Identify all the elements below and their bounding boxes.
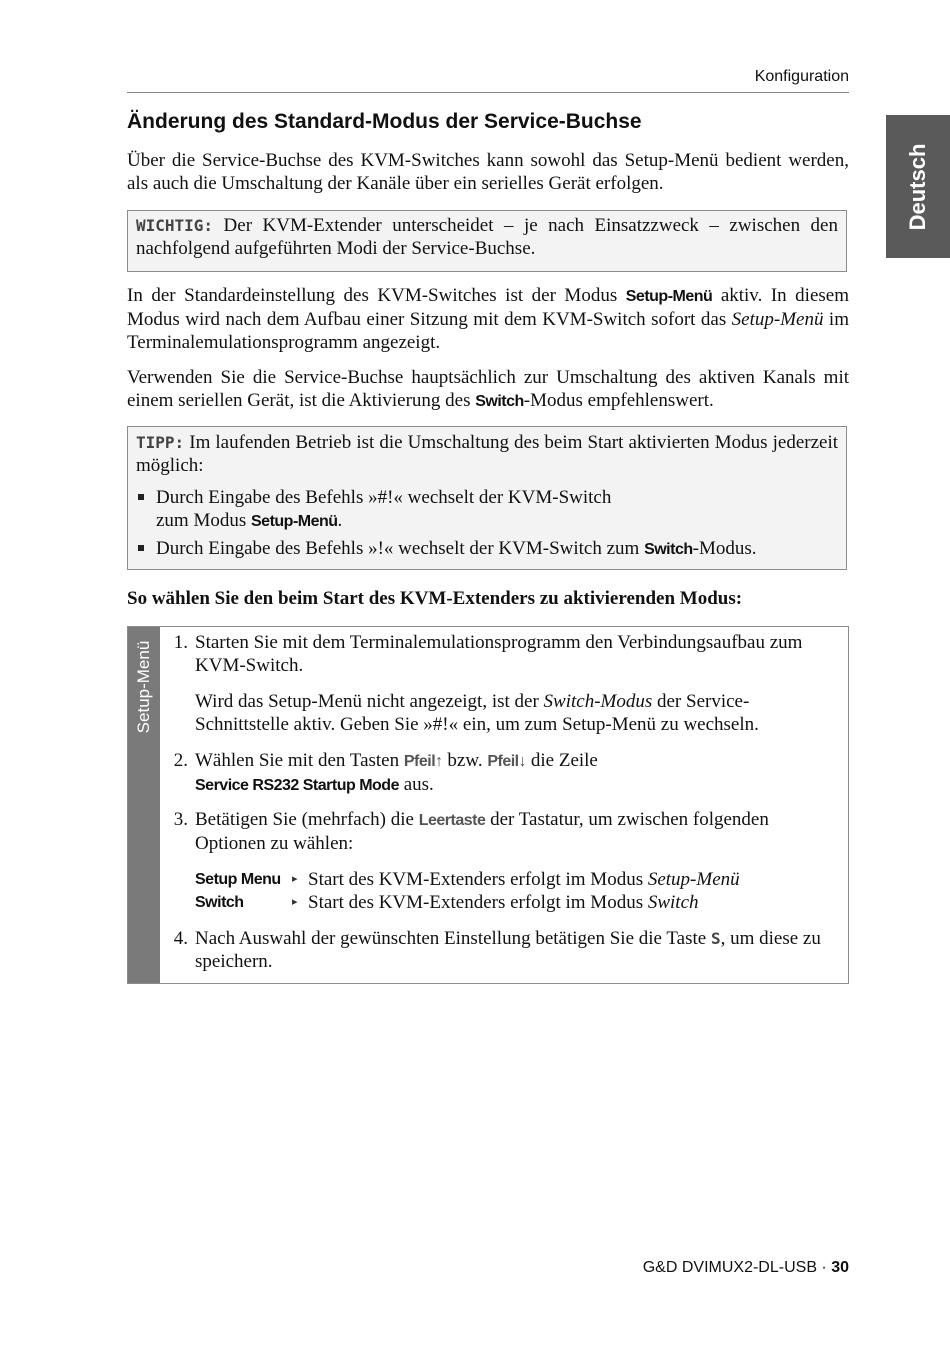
important-note (127, 210, 847, 272)
menu-item-name: Service RS232 Startup Mode (195, 777, 399, 794)
mode-switch: Switch (475, 393, 524, 410)
step-text: Nach Auswahl der gewünschten Einstellung betätigen Sie die Taste S, um diese zu speichern. (195, 928, 821, 972)
tip-text: TIPP: Im laufenden Betrieb ist die Umschaltung des beim Start aktivierten Modus jederzeit möglich: (136, 432, 838, 476)
step-number: 3. (173, 809, 188, 830)
option-desc: Start des KVM-Extenders erfolgt im Modus Setup-Menü (308, 869, 740, 890)
default-mode-paragraph: In der Standardeinstellung des KVM-Switches ist der Modus Setup-Menü aktiv. In diesem Modus wird nach dem Aufbau einer Sitzung mit dem KVM-Switch sofort das Setup-Menü im Terminalemulationsprogramm angezeigt. (127, 285, 849, 353)
page-footer (643, 1259, 849, 1277)
option-name: Setup Menu (195, 871, 281, 888)
steps-side-label: Setup-Menü (134, 640, 153, 734)
tip-label: TIPP: (136, 433, 185, 452)
step-text: Starten Sie mit dem Terminalemulationsprogramm den Verbindungsaufbau zum KVM-Switch. (195, 632, 803, 676)
option-name: Switch (195, 894, 244, 911)
step-number: 1. (173, 632, 188, 653)
step-text: Wählen Sie mit den Tasten Pfeil↑ bzw. Pfeil↓ die Zeile Service RS232 Startup Mode aus. (195, 750, 598, 795)
key-space: Leertaste (418, 812, 486, 829)
steps-heading: So wählen Sie den beim Start des KVM-Extenders zu aktivierenden Modus: (127, 588, 743, 609)
step-text: Betätigen Sie (mehrfach) die Leertaste der Tastatur, um zwischen folgenden Optionen zu wählen: (195, 809, 769, 854)
step-note: Wird das Setup-Menü nicht angezeigt, ist der Switch-Modus der Service-Schnittstelle aktiv. Geben Sie »#!« ein, um zum Setup-Menü zu wechseln. (195, 691, 759, 735)
tip-note (127, 426, 847, 570)
switch-mode-paragraph: Verwenden Sie die Service-Buchse hauptsächlich zur Umschaltung des aktiven Kanals mit einem seriellen Gerät, ist die Aktivierung des Switch-Modus empfehlenswert. (127, 367, 849, 411)
step-item (168, 927, 838, 973)
bullet-square-icon (138, 545, 144, 551)
key-arrow-down: Pfeil↓ (487, 753, 527, 770)
option-desc: Start des KVM-Extenders erfolgt im Modus Switch (308, 892, 699, 913)
option-row (195, 868, 838, 891)
mode-setup-menu: Setup-Menü (625, 288, 713, 305)
section-title: Änderung des Standard-Modus der Service-Buchse (127, 110, 642, 133)
triangle-right-icon: ▸ (292, 873, 298, 885)
running-header (127, 66, 849, 93)
key-s: S (710, 929, 721, 948)
key-arrow-up: Pfeil↑ (403, 753, 443, 770)
language-tab (886, 115, 950, 258)
steps-side-bar (128, 627, 160, 983)
options-list (195, 868, 838, 914)
tip-bullet: Durch Eingabe des Befehls »!« wechselt der KVM-Switch zum Switch-Modus. (128, 537, 846, 561)
tip-bullet: Durch Eingabe des Befehls »#!« wechselt der KVM-Switch zum Modus Setup-Menü. (128, 486, 846, 533)
language-tab-label: Deutsch (905, 143, 930, 230)
step-number: 4. (173, 928, 188, 949)
section-label: Konfiguration (754, 68, 849, 85)
step-item (168, 631, 838, 736)
bullet-square-icon (138, 494, 144, 500)
intro-paragraph: Über die Service-Buchse des KVM-Switches kann sowohl das Setup-Menü bedient werden, als auch die Umschaltung der Kanäle über ein serielles Gerät erfolgen. (127, 150, 849, 194)
important-text: WICHTIG: Der KVM-Extender unterscheidet – je nach Einsatzzweck – zwischen den nachfolgend aufgeführten Modi der Service-Buchse. (136, 215, 838, 259)
triangle-right-icon: ▸ (292, 896, 298, 908)
important-label: WICHTIG: (136, 216, 214, 235)
steps-box (127, 626, 849, 984)
step-number: 2. (173, 750, 188, 771)
step-item (168, 808, 838, 914)
step-item (168, 749, 838, 797)
footer-product: G&D DVIMUX2-DL-USB · (642, 1259, 832, 1276)
page-number: 30 (831, 1259, 849, 1276)
option-row (195, 891, 838, 914)
